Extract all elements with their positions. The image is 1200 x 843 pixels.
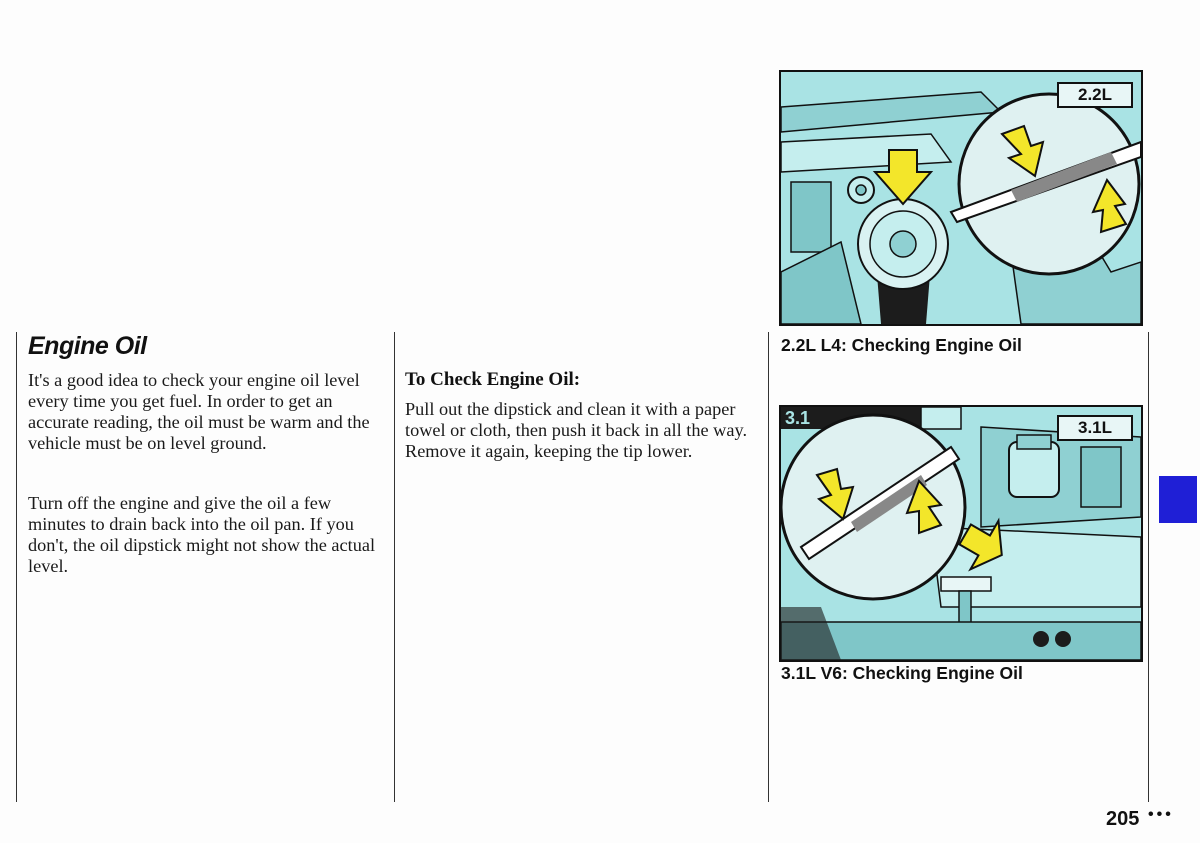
right-margin-rule bbox=[1148, 332, 1149, 802]
engine-tag-3-1l-text: 3.1L bbox=[1077, 418, 1113, 437]
section-title: Engine Oil bbox=[28, 332, 147, 360]
column-divider-2 bbox=[768, 332, 769, 802]
figure-2-2l-illustration bbox=[779, 70, 1143, 326]
left-margin-rule bbox=[16, 332, 17, 802]
engine-badge-3-1: 3.1 bbox=[785, 408, 811, 428]
figure-3-1l-illustration bbox=[779, 405, 1143, 662]
figure-3-1l-caption: 3.1L V6: Checking Engine Oil bbox=[781, 663, 1023, 683]
engine-3-1l-drawing bbox=[781, 407, 1141, 660]
engine-2-2l-drawing bbox=[781, 72, 1141, 324]
procedure-heading: To Check Engine Oil: bbox=[405, 369, 581, 390]
figure-2-2l-caption: 2.2L L4: Checking Engine Oil bbox=[781, 335, 1022, 355]
drain-paragraph: Turn off the engine and give the oil a few minutes to drain back into the oil pan. If you don't, the oil dipstick might not show the actual level. bbox=[28, 493, 376, 576]
column-divider-1 bbox=[394, 332, 395, 802]
procedure-text: Pull out the dipstick and clean it with a paper towel or cloth, then push it back in all the way. Remove it again, keeping the tip lower. bbox=[405, 399, 748, 461]
engine-tag-2-2l bbox=[1057, 82, 1133, 108]
page-number: 205 bbox=[1106, 808, 1140, 830]
intro-paragraph: It's a good idea to check your engine oil level every time you get fuel. In order to get an accurate reading, the oil must be warm and the vehicle must be on level ground. bbox=[28, 370, 370, 453]
engine-tag-2-2l-text: 2.2L bbox=[1077, 85, 1113, 104]
engine-tag-3-1l bbox=[1057, 415, 1133, 441]
page-continuation-dots: ••• bbox=[1148, 806, 1174, 823]
chapter-thumb-tab bbox=[1159, 476, 1197, 523]
